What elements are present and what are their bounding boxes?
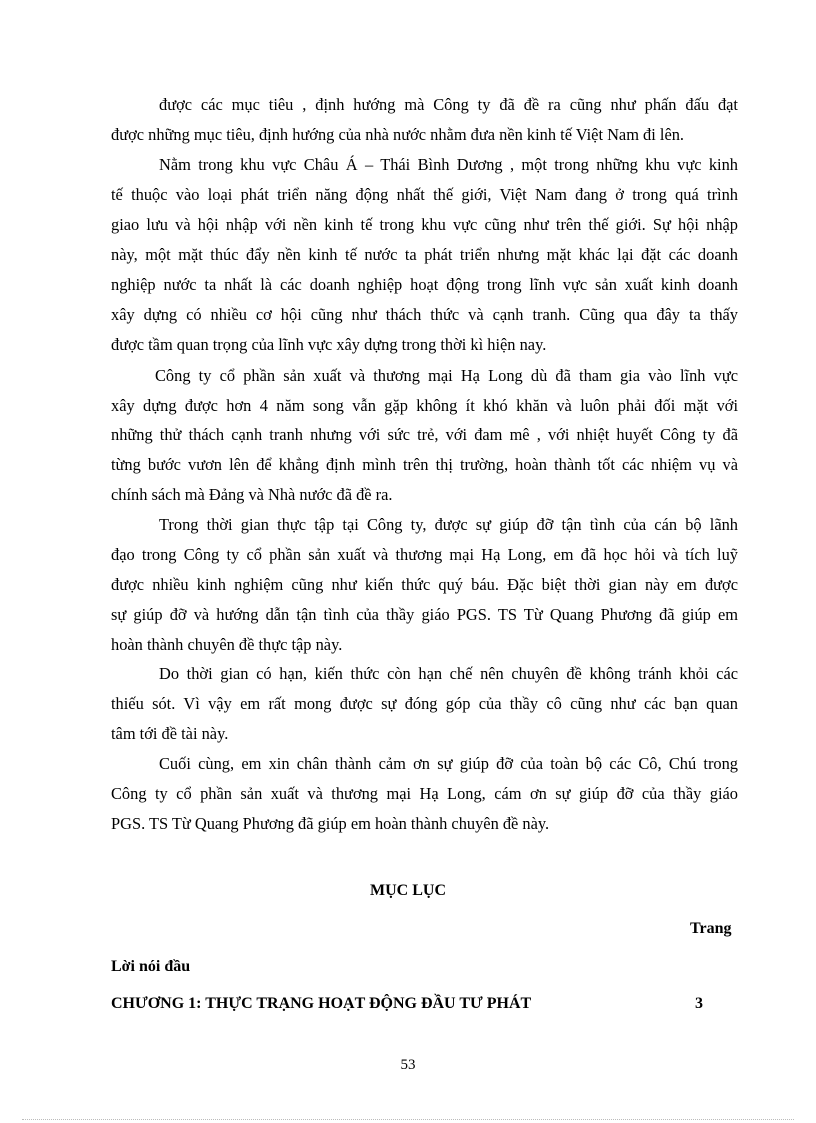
- toc-item[interactable]: CHƯƠNG 1: THỰC TRẠNG HOẠT ĐỘNG ĐẦU TƯ PHÁT: [111, 995, 532, 1012]
- text-line: đạo trong Công ty cổ phần sản xuất và thương mại Hạ Long, em đã học hỏi và tích luỹ: [111, 545, 738, 564]
- text-line: Công ty cổ phần sản xuất và thương mại Hạ Long dù đã tham gia vào lĩnh vực: [155, 366, 738, 385]
- toc-item-page: 3: [695, 995, 703, 1012]
- text-line: chính sách mà Đảng và Nhà nước đã đề ra.: [111, 485, 393, 504]
- text-line: Do thời gian có hạn, kiến thức còn hạn chế nên chuyên đề không tránh khỏi các: [159, 664, 738, 683]
- text-line: PGS. TS Từ Quang Phương đã giúp em hoàn thành chuyên đề này.: [111, 814, 550, 833]
- text-line: Công ty cổ phần sản xuất và thương mại Hạ Long, cám ơn sự giúp đỡ của thầy giáo: [111, 784, 738, 803]
- text-line: thiếu sót. Vì vậy em rất mong được sự đóng góp của thầy cô cũng như các bạn quan: [111, 694, 738, 713]
- text-line: được những mục tiêu, định hướng của nhà nước nhằm đưa nền kinh tế Việt Nam đi lên.: [111, 125, 685, 144]
- text-line: xây dựng có nhiều cơ hội cũng như thách thức và cạnh tranh. Cũng qua đây ta thấy: [111, 305, 738, 324]
- text-line: tế thuộc vào loại phát triển năng động nhất thế giới, Việt Nam đang ở trong quá trình: [111, 185, 738, 204]
- text-line: từng bước vươn lên để khẳng định mình trên thị trường, hoàn thành tốt các nhiệm vụ và: [111, 455, 738, 474]
- toc-item[interactable]: Lời nói đầu: [111, 958, 191, 975]
- text-line: này, một mặt thúc đẩy nền kinh tế nước ta phát triển nhưng mặt khác lại đặt các doanh: [111, 245, 738, 264]
- text-line: Cuối cùng, em xin chân thành cảm ơn sự giúp đỡ của toàn bộ các Cô, Chú trong: [159, 754, 738, 773]
- toc-page-header: Trang: [690, 920, 732, 937]
- text-line: được các mục tiêu , định hướng mà Công ty đã đề ra cũng như phấn đấu đạt: [159, 95, 738, 114]
- text-line: Nằm trong khu vực Châu Á – Thái Bình Dương , một trong những khu vực kinh: [159, 155, 738, 174]
- text-line: sự giúp đỡ và hướng dẫn tận tình của thầy giáo PGS. TS Từ Quang Phương đã giúp em: [111, 605, 738, 624]
- text-line: được nhiều kinh nghiệm cũng như kiến thức quý báu. Đặc biệt thời gian này em được: [111, 575, 738, 594]
- text-line: nghiệp nước ta nhất là các doanh nghiệp hoạt động trong lĩnh vực sản xuất kinh doanh: [111, 275, 738, 294]
- text-line: tâm tới đề tài này.: [111, 724, 229, 743]
- toc-title: MỤC LỤC: [370, 882, 446, 899]
- text-line: những thử thách cạnh tranh nhưng với sức trẻ, với đam mê , với nhiệt huyết Công ty đã: [111, 425, 738, 444]
- text-line: Trong thời gian thực tập tại Công ty, được sự giúp đỡ tận tình của cán bộ lãnh: [159, 515, 738, 534]
- page-number: 53: [400, 1057, 416, 1073]
- text-line: xây dựng được hơn 4 năm song vẫn gặp không ít khó khăn và luôn phải đối mặt với: [111, 396, 738, 415]
- text-line: giao lưu và hội nhập với nền kinh tế trong khu vực cũng như trên thế giới. Sự hội nhập: [111, 215, 738, 234]
- page-bottom-border: [22, 1119, 794, 1120]
- text-line: hoàn thành chuyên đề thực tập này.: [111, 635, 343, 654]
- text-line: được tầm quan trọng của lĩnh vực xây dựng trong thời kì hiện nay.: [111, 335, 547, 354]
